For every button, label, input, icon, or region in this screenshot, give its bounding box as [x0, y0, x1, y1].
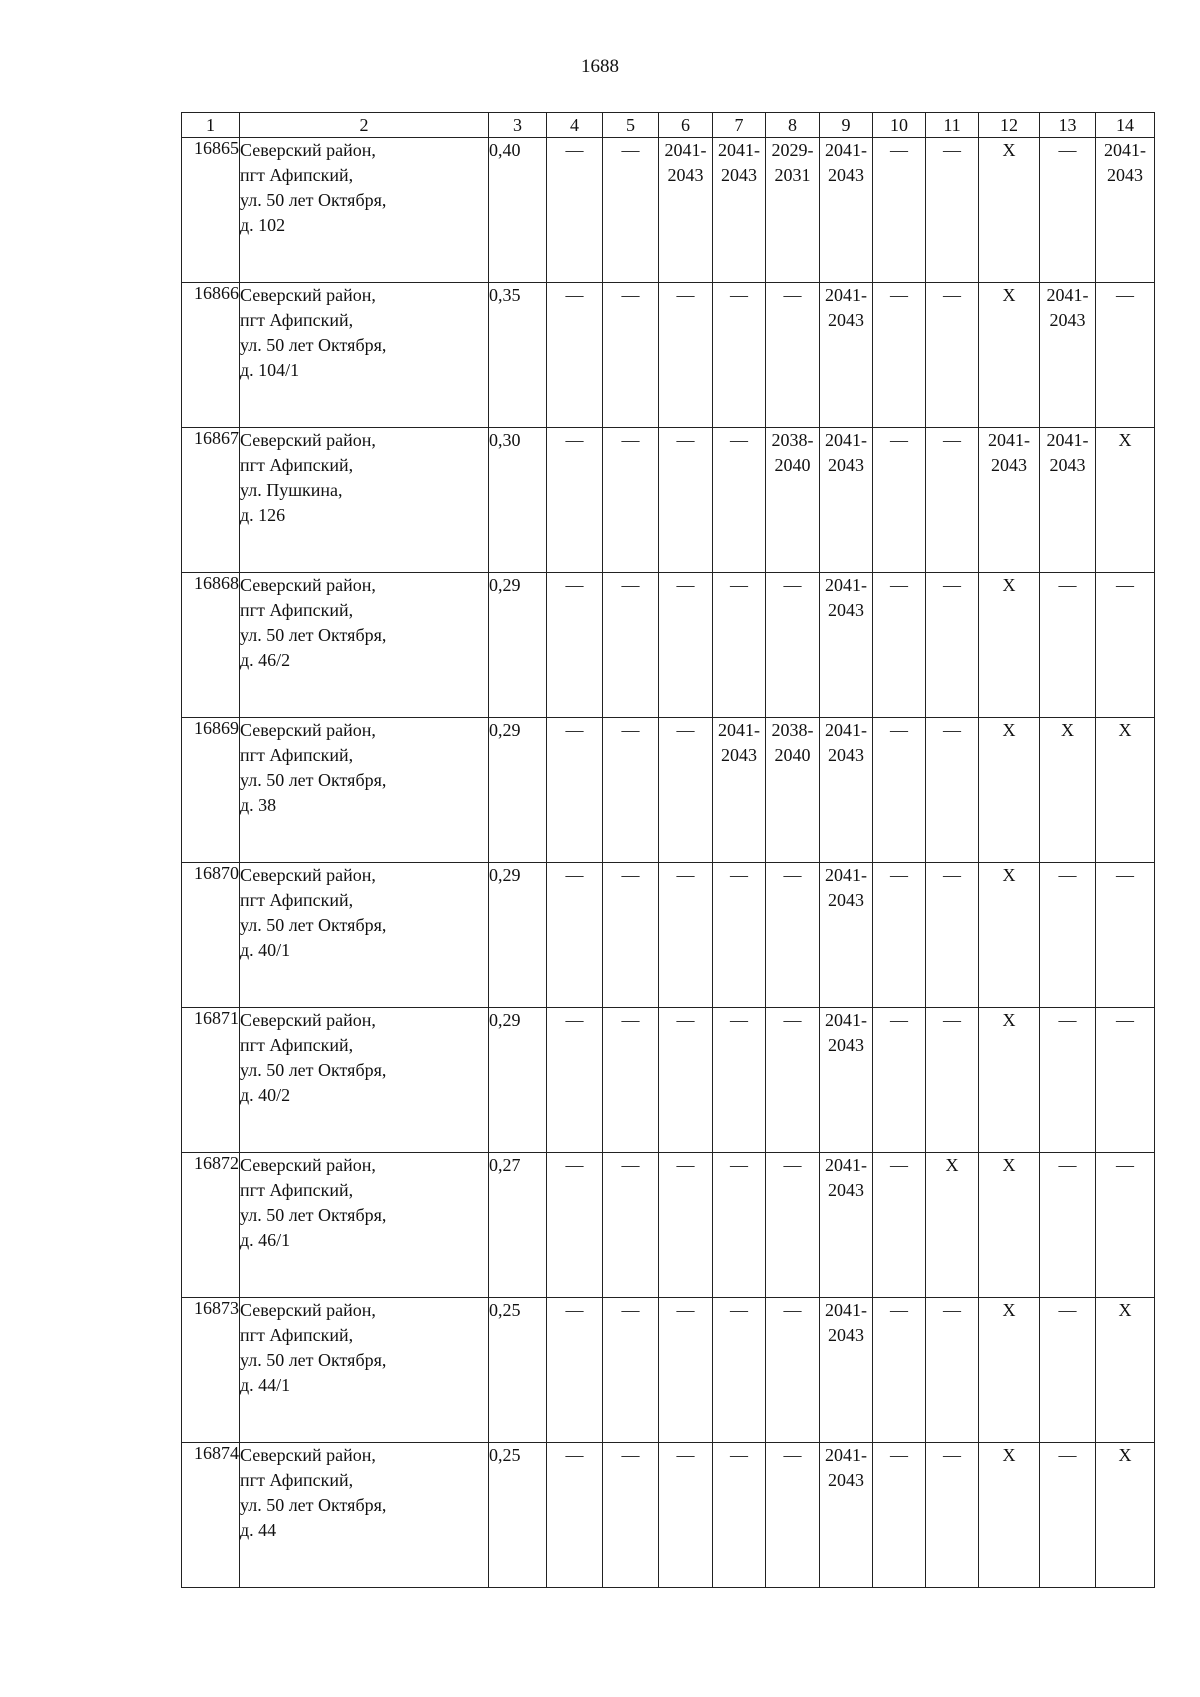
period-line: 2041-: [1104, 140, 1146, 160]
address-line: Северский район,: [240, 285, 376, 305]
value-cell: —: [766, 283, 820, 428]
row-number: 16873: [182, 1298, 240, 1443]
area-cell: 0,35: [489, 283, 547, 428]
period-line: 2031: [774, 165, 811, 185]
value-cell: —: [766, 1008, 820, 1153]
value-cell: —: [713, 1298, 766, 1443]
value-cell: —: [713, 283, 766, 428]
row-number: 16871: [182, 1008, 240, 1153]
value-cell: —: [926, 1298, 979, 1443]
period-line: 2043: [828, 600, 864, 620]
value-cell: —: [1096, 1008, 1155, 1153]
value-cell: —: [873, 138, 926, 283]
value-cell: —: [926, 718, 979, 863]
address-line: пгт Афипский,: [240, 745, 354, 765]
value-cell: —: [926, 428, 979, 573]
address-line: д. 46/2: [240, 650, 291, 670]
value-cell: —: [547, 138, 603, 283]
address-line: ул. Пушкина,: [240, 480, 343, 500]
address-line: пгт Афипский,: [240, 1180, 354, 1200]
period-line: 2043: [667, 165, 704, 185]
address-line: ул. 50 лет Октября,: [240, 625, 387, 645]
value-cell: [659, 138, 713, 283]
value-cell: Х: [1096, 718, 1155, 863]
value-cell: —: [547, 1443, 603, 1588]
value-cell: Х: [979, 138, 1040, 283]
address-cell: [240, 138, 489, 283]
value-cell: Х: [979, 1008, 1040, 1153]
value-cell: —: [1096, 1153, 1155, 1298]
period-line: 2043: [828, 1035, 864, 1055]
value-cell: [820, 1008, 873, 1153]
address-line: Северский район,: [240, 575, 376, 595]
address-line: д. 126: [240, 505, 286, 525]
value-cell: —: [547, 283, 603, 428]
address-line: ул. 50 лет Октября,: [240, 1060, 387, 1080]
value-cell: [820, 283, 873, 428]
value-cell: Х: [979, 1298, 1040, 1443]
value-cell: [820, 138, 873, 283]
value-cell: —: [603, 718, 659, 863]
period-line: 2041-: [825, 1010, 867, 1030]
column-header: 14: [1096, 113, 1155, 138]
period-line: 2043: [828, 1325, 864, 1345]
value-cell: —: [713, 573, 766, 718]
period-line: 2041-: [825, 1445, 867, 1465]
value-cell: —: [1040, 1153, 1096, 1298]
address-line: пгт Афипский,: [240, 1035, 354, 1055]
value-cell: —: [659, 1443, 713, 1588]
address-line: д. 44: [240, 1520, 277, 1540]
row-number: 16872: [182, 1153, 240, 1298]
value-cell: —: [713, 863, 766, 1008]
table-row: [182, 428, 1155, 573]
address-line: пгт Афипский,: [240, 890, 354, 910]
value-cell: [820, 428, 873, 573]
column-header: 7: [713, 113, 766, 138]
period-line: 2043: [1107, 165, 1143, 185]
value-cell: [766, 138, 820, 283]
value-cell: [766, 718, 820, 863]
address-cell: [240, 1443, 489, 1588]
table-row: [182, 573, 1155, 718]
column-header: 9: [820, 113, 873, 138]
area-cell: 0,29: [489, 573, 547, 718]
value-cell: —: [603, 573, 659, 718]
area-cell: 0,27: [489, 1153, 547, 1298]
address-cell: [240, 1153, 489, 1298]
column-header: 1: [182, 113, 240, 138]
value-cell: Х: [926, 1153, 979, 1298]
period-line: 2043: [828, 310, 864, 330]
value-cell: —: [659, 428, 713, 573]
value-cell: —: [1040, 573, 1096, 718]
address-line: д. 46/1: [240, 1230, 291, 1250]
period-line: 2041-: [1046, 285, 1089, 305]
value-cell: —: [713, 1443, 766, 1588]
table-row: [182, 1008, 1155, 1153]
row-number: 16868: [182, 573, 240, 718]
value-cell: [820, 718, 873, 863]
value-cell: —: [659, 573, 713, 718]
column-header: 6: [659, 113, 713, 138]
period-line: 2043: [828, 890, 864, 910]
value-cell: —: [713, 428, 766, 573]
value-cell: Х: [1096, 1298, 1155, 1443]
value-cell: —: [547, 428, 603, 573]
value-cell: Х: [979, 283, 1040, 428]
value-cell: Х: [1040, 718, 1096, 863]
value-cell: —: [603, 1008, 659, 1153]
area-cell: 0,29: [489, 1008, 547, 1153]
period-line: 2038-: [771, 720, 814, 740]
address-cell: [240, 863, 489, 1008]
value-cell: —: [873, 718, 926, 863]
address-line: ул. 50 лет Октября,: [240, 770, 387, 790]
column-header: 13: [1040, 113, 1096, 138]
table-row: [182, 863, 1155, 1008]
table-body: [182, 138, 1155, 1588]
value-cell: —: [659, 863, 713, 1008]
value-cell: —: [603, 428, 659, 573]
value-cell: —: [926, 283, 979, 428]
address-line: д. 102: [240, 215, 286, 235]
period-line: 2041-: [825, 430, 867, 450]
address-line: Северский район,: [240, 720, 376, 740]
register-table: [181, 112, 1155, 1588]
value-cell: —: [873, 1153, 926, 1298]
value-cell: —: [926, 1443, 979, 1588]
value-cell: —: [603, 1153, 659, 1298]
period-line: 2043: [1049, 310, 1086, 330]
address-line: пгт Афипский,: [240, 1325, 354, 1345]
period-line: 2043: [828, 745, 864, 765]
address-cell: [240, 428, 489, 573]
period-line: 2041-: [718, 140, 760, 160]
value-cell: —: [659, 1153, 713, 1298]
value-cell: —: [547, 1298, 603, 1443]
period-line: 2040: [774, 455, 811, 475]
address-line: д. 44/1: [240, 1375, 291, 1395]
period-line: 2043: [828, 455, 864, 475]
value-cell: —: [1040, 1008, 1096, 1153]
column-header: 4: [547, 113, 603, 138]
period-line: 2043: [721, 165, 757, 185]
table-row: [182, 1153, 1155, 1298]
area-cell: 0,29: [489, 718, 547, 863]
value-cell: [713, 138, 766, 283]
column-header: 12: [979, 113, 1040, 138]
address-cell: [240, 1008, 489, 1153]
address-line: пгт Афипский,: [240, 1470, 354, 1490]
column-header: 8: [766, 113, 820, 138]
value-cell: —: [1096, 573, 1155, 718]
value-cell: Х: [979, 573, 1040, 718]
value-cell: —: [873, 1008, 926, 1153]
area-cell: 0,29: [489, 863, 547, 1008]
period-line: 2041-: [825, 865, 867, 885]
value-cell: [766, 428, 820, 573]
value-cell: —: [547, 863, 603, 1008]
value-cell: [820, 1443, 873, 1588]
address-line: ул. 50 лет Октября,: [240, 1350, 387, 1370]
address-line: д. 40/1: [240, 940, 291, 960]
value-cell: —: [873, 283, 926, 428]
address-line: Северский район,: [240, 140, 376, 160]
value-cell: [1040, 283, 1096, 428]
address-cell: [240, 573, 489, 718]
address-line: ул. 50 лет Октября,: [240, 1495, 387, 1515]
value-cell: —: [659, 1298, 713, 1443]
address-line: пгт Афипский,: [240, 165, 354, 185]
value-cell: —: [766, 573, 820, 718]
address-cell: [240, 718, 489, 863]
value-cell: —: [926, 138, 979, 283]
value-cell: —: [659, 718, 713, 863]
value-cell: [1096, 138, 1155, 283]
table-row: [182, 1443, 1155, 1588]
value-cell: —: [873, 428, 926, 573]
page-number: 1688: [581, 56, 619, 77]
row-number: 16867: [182, 428, 240, 573]
column-header: 5: [603, 113, 659, 138]
value-cell: —: [1040, 1298, 1096, 1443]
period-line: 2041-: [825, 1155, 867, 1175]
value-cell: —: [547, 573, 603, 718]
value-cell: [713, 718, 766, 863]
address-line: ул. 50 лет Октября,: [240, 1205, 387, 1225]
period-line: 2041-: [825, 720, 867, 740]
area-cell: 0,25: [489, 1443, 547, 1588]
area-cell: 0,30: [489, 428, 547, 573]
value-cell: —: [547, 718, 603, 863]
value-cell: [820, 863, 873, 1008]
address-line: пгт Афипский,: [240, 455, 354, 475]
period-line: 2041-: [718, 720, 760, 740]
column-header: 3: [489, 113, 547, 138]
value-cell: —: [873, 1298, 926, 1443]
value-cell: —: [1040, 138, 1096, 283]
period-line: 2043: [721, 745, 757, 765]
column-header: 10: [873, 113, 926, 138]
table-row: [182, 1298, 1155, 1443]
value-cell: Х: [1096, 428, 1155, 573]
value-cell: —: [873, 863, 926, 1008]
period-line: 2041-: [988, 430, 1030, 450]
value-cell: —: [1040, 1443, 1096, 1588]
period-line: 2041-: [825, 1300, 867, 1320]
value-cell: —: [873, 573, 926, 718]
address-cell: [240, 1298, 489, 1443]
address-line: Северский район,: [240, 1010, 376, 1030]
value-cell: [979, 428, 1040, 573]
address-line: Северский район,: [240, 1300, 376, 1320]
period-line: 2041-: [664, 140, 707, 160]
period-line: 2041-: [825, 285, 867, 305]
period-line: 2043: [828, 1180, 864, 1200]
value-cell: —: [713, 1008, 766, 1153]
value-cell: —: [603, 138, 659, 283]
address-line: пгт Афипский,: [240, 600, 354, 620]
period-line: 2041-: [825, 575, 867, 595]
value-cell: —: [547, 1008, 603, 1153]
period-line: 2043: [991, 455, 1027, 475]
period-line: 2029-: [771, 140, 814, 160]
value-cell: —: [766, 1153, 820, 1298]
value-cell: —: [873, 1443, 926, 1588]
table-row: [182, 718, 1155, 863]
value-cell: —: [603, 1443, 659, 1588]
period-line: 2041-: [1046, 430, 1089, 450]
value-cell: —: [547, 1153, 603, 1298]
address-line: ул. 50 лет Октября,: [240, 335, 387, 355]
value-cell: —: [603, 283, 659, 428]
table-row: [182, 283, 1155, 428]
period-line: 2043: [828, 1470, 864, 1490]
column-header: 2: [240, 113, 489, 138]
value-cell: Х: [1096, 1443, 1155, 1588]
period-line: 2043: [828, 165, 864, 185]
value-cell: —: [926, 863, 979, 1008]
address-line: ул. 50 лет Октября,: [240, 190, 387, 210]
address-cell: [240, 283, 489, 428]
row-number: 16866: [182, 283, 240, 428]
address-line: Северский район,: [240, 1445, 376, 1465]
value-cell: —: [1096, 283, 1155, 428]
header-row: [182, 113, 1155, 138]
value-cell: Х: [979, 1153, 1040, 1298]
value-cell: —: [926, 573, 979, 718]
value-cell: Х: [979, 863, 1040, 1008]
value-cell: —: [603, 863, 659, 1008]
value-cell: —: [766, 1443, 820, 1588]
value-cell: —: [659, 1008, 713, 1153]
address-line: д. 104/1: [240, 360, 300, 380]
value-cell: —: [1040, 863, 1096, 1008]
row-number: 16869: [182, 718, 240, 863]
address-line: Северский район,: [240, 1155, 376, 1175]
value-cell: [820, 573, 873, 718]
value-cell: —: [713, 1153, 766, 1298]
value-cell: [820, 1153, 873, 1298]
value-cell: —: [603, 1298, 659, 1443]
column-header: 11: [926, 113, 979, 138]
row-number: 16865: [182, 138, 240, 283]
address-line: Северский район,: [240, 430, 376, 450]
value-cell: —: [926, 1008, 979, 1153]
period-line: 2038-: [771, 430, 814, 450]
value-cell: Х: [979, 1443, 1040, 1588]
value-cell: —: [659, 283, 713, 428]
area-cell: 0,25: [489, 1298, 547, 1443]
value-cell: Х: [979, 718, 1040, 863]
address-line: Северский район,: [240, 865, 376, 885]
address-line: пгт Афипский,: [240, 310, 354, 330]
row-number: 16870: [182, 863, 240, 1008]
area-cell: 0,40: [489, 138, 547, 283]
table-row: [182, 138, 1155, 283]
row-number: 16874: [182, 1443, 240, 1588]
value-cell: [820, 1298, 873, 1443]
value-cell: —: [766, 863, 820, 1008]
period-line: 2041-: [825, 140, 867, 160]
address-line: ул. 50 лет Октября,: [240, 915, 387, 935]
value-cell: —: [766, 1298, 820, 1443]
address-line: д. 38: [240, 795, 277, 815]
address-line: д. 40/2: [240, 1085, 291, 1105]
value-cell: —: [1096, 863, 1155, 1008]
value-cell: [1040, 428, 1096, 573]
period-line: 2040: [774, 745, 811, 765]
period-line: 2043: [1049, 455, 1086, 475]
